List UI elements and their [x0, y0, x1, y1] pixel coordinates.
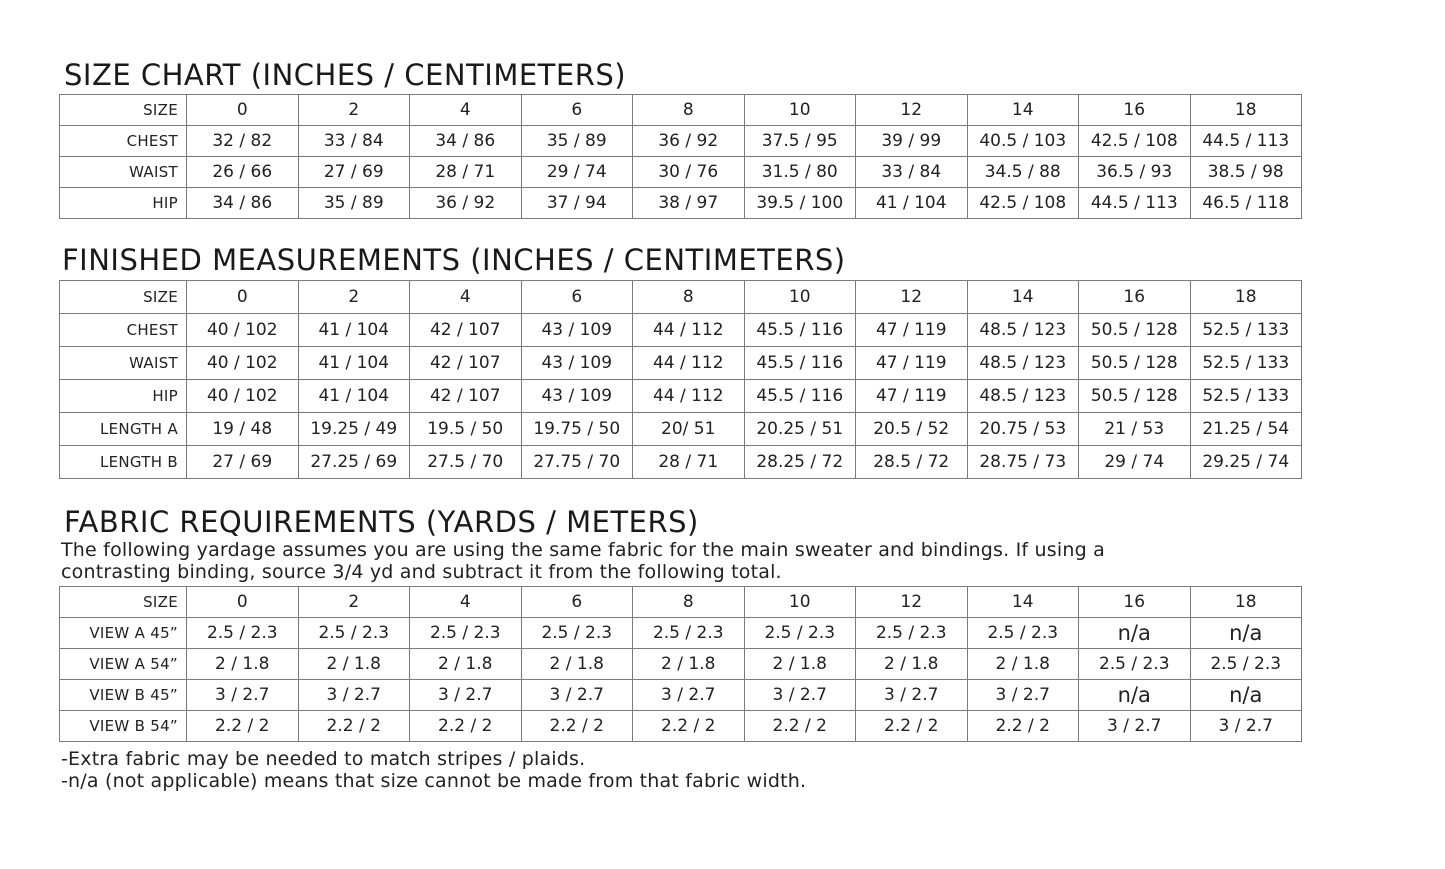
size-header-cell: 12 — [856, 95, 968, 126]
row-label: WAIST — [60, 347, 187, 380]
table-row — [60, 126, 1302, 157]
value-cell: 41 / 104 — [298, 314, 410, 347]
value-cell: 3 / 2.7 — [744, 680, 856, 711]
table-row — [60, 649, 1302, 680]
value-cell: 47 / 119 — [856, 347, 968, 380]
value-cell: 47 / 119 — [856, 380, 968, 413]
fabric-intro-line-1: The following yardage assumes you are using the same fabric for the main sweater and bindings. If using a — [61, 539, 1105, 561]
value-cell: 39.5 / 100 — [744, 188, 856, 219]
table-row — [60, 711, 1302, 742]
value-cell: 2.2 / 2 — [633, 711, 745, 742]
size-header-cell: 14 — [967, 95, 1079, 126]
size-header-row — [60, 281, 1302, 314]
size-header-cell: 4 — [410, 281, 522, 314]
value-cell: 43 / 109 — [521, 314, 633, 347]
value-cell: 2 / 1.8 — [410, 649, 522, 680]
table-row — [60, 618, 1302, 649]
fabric-requirements-title: FABRIC REQUIREMENTS (YARDS / METERS) — [64, 505, 699, 539]
value-cell: 2.5 / 2.3 — [633, 618, 745, 649]
value-cell: 2.5 / 2.3 — [187, 618, 299, 649]
row-label: VIEW B 45” — [60, 680, 187, 711]
value-cell: 40 / 102 — [187, 314, 299, 347]
size-header-cell: 8 — [633, 95, 745, 126]
value-cell: 41 / 104 — [298, 347, 410, 380]
value-cell: 35 / 89 — [298, 188, 410, 219]
value-cell: 28 / 71 — [633, 446, 745, 479]
value-cell: 42.5 / 108 — [967, 188, 1079, 219]
value-cell: 32 / 82 — [187, 126, 299, 157]
value-cell: 3 / 2.7 — [1190, 711, 1302, 742]
value-cell: 33 / 84 — [298, 126, 410, 157]
size-header-cell: 2 — [298, 95, 410, 126]
value-cell: 52.5 / 133 — [1190, 380, 1302, 413]
value-cell: 50.5 / 128 — [1079, 347, 1191, 380]
size-label: SIZE — [60, 281, 187, 314]
value-cell: 2.5 / 2.3 — [856, 618, 968, 649]
value-cell: 42 / 107 — [410, 314, 522, 347]
value-cell: 34.5 / 88 — [967, 157, 1079, 188]
size-header-cell: 0 — [187, 281, 299, 314]
table-row — [60, 157, 1302, 188]
size-header-cell: 14 — [967, 281, 1079, 314]
value-cell: 50.5 / 128 — [1079, 314, 1191, 347]
value-cell: 41 / 104 — [298, 380, 410, 413]
size-label: SIZE — [60, 587, 187, 618]
row-label: HIP — [60, 188, 187, 219]
value-cell: 20.25 / 51 — [744, 413, 856, 446]
value-cell: 2 / 1.8 — [521, 649, 633, 680]
value-cell: 27 / 69 — [298, 157, 410, 188]
value-cell: 27.75 / 70 — [521, 446, 633, 479]
value-cell: 2 / 1.8 — [633, 649, 745, 680]
value-cell: 43 / 109 — [521, 347, 633, 380]
row-label: VIEW A 54” — [60, 649, 187, 680]
value-cell: 2.2 / 2 — [187, 711, 299, 742]
value-cell: 27 / 69 — [187, 446, 299, 479]
size-header-cell: 6 — [521, 95, 633, 126]
value-cell: 34 / 86 — [410, 126, 522, 157]
size-header-cell: 2 — [298, 281, 410, 314]
value-cell: 38 / 97 — [633, 188, 745, 219]
value-cell: 21 / 53 — [1079, 413, 1191, 446]
value-cell: n/a — [1079, 680, 1191, 711]
fabric-requirements-table — [59, 586, 1302, 742]
value-cell: 50.5 / 128 — [1079, 380, 1191, 413]
size-header-cell: 10 — [744, 281, 856, 314]
value-cell: 33 / 84 — [856, 157, 968, 188]
value-cell: 40 / 102 — [187, 347, 299, 380]
value-cell: 2.5 / 2.3 — [744, 618, 856, 649]
size-header-cell: 16 — [1079, 587, 1191, 618]
value-cell: 27.25 / 69 — [298, 446, 410, 479]
value-cell: 3 / 2.7 — [633, 680, 745, 711]
value-cell: 2.2 / 2 — [967, 711, 1079, 742]
value-cell: 2.5 / 2.3 — [1190, 649, 1302, 680]
value-cell: 2.2 / 2 — [298, 711, 410, 742]
size-header-cell: 18 — [1190, 95, 1302, 126]
value-cell: 37.5 / 95 — [744, 126, 856, 157]
value-cell: 42 / 107 — [410, 380, 522, 413]
value-cell: 2 / 1.8 — [744, 649, 856, 680]
size-header-cell: 10 — [744, 95, 856, 126]
size-header-cell: 10 — [744, 587, 856, 618]
table-row — [60, 413, 1302, 446]
value-cell: 44 / 112 — [633, 380, 745, 413]
value-cell: 3 / 2.7 — [298, 680, 410, 711]
value-cell: 2.2 / 2 — [744, 711, 856, 742]
fabric-note-1: -Extra fabric may be needed to match stripes / plaids. — [61, 748, 586, 770]
table-row — [60, 347, 1302, 380]
fabric-note-2: -n/a (not applicable) means that size cannot be made from that fabric width. — [61, 770, 807, 792]
size-header-cell: 14 — [967, 587, 1079, 618]
value-cell: 28 / 71 — [410, 157, 522, 188]
table-row — [60, 188, 1302, 219]
value-cell: 20.5 / 52 — [856, 413, 968, 446]
value-cell: 48.5 / 123 — [967, 347, 1079, 380]
value-cell: 36 / 92 — [410, 188, 522, 219]
value-cell: 2.5 / 2.3 — [521, 618, 633, 649]
row-label: CHEST — [60, 126, 187, 157]
table-row — [60, 314, 1302, 347]
value-cell: 20.75 / 53 — [967, 413, 1079, 446]
table-row — [60, 446, 1302, 479]
size-header-cell: 6 — [521, 281, 633, 314]
size-header-cell: 2 — [298, 587, 410, 618]
value-cell: 36.5 / 93 — [1079, 157, 1191, 188]
size-header-cell: 8 — [633, 587, 745, 618]
value-cell: 45.5 / 116 — [744, 380, 856, 413]
size-header-cell: 0 — [187, 95, 299, 126]
value-cell: 2.5 / 2.3 — [410, 618, 522, 649]
value-cell: 42 / 107 — [410, 347, 522, 380]
value-cell: 38.5 / 98 — [1190, 157, 1302, 188]
value-cell: 43 / 109 — [521, 380, 633, 413]
value-cell: 31.5 / 80 — [744, 157, 856, 188]
size-header-cell: 6 — [521, 587, 633, 618]
value-cell: 48.5 / 123 — [967, 380, 1079, 413]
value-cell: 19.75 / 50 — [521, 413, 633, 446]
value-cell: 19.25 / 49 — [298, 413, 410, 446]
size-header-cell: 0 — [187, 587, 299, 618]
value-cell: 45.5 / 116 — [744, 314, 856, 347]
value-cell: n/a — [1079, 618, 1191, 649]
value-cell: 27.5 / 70 — [410, 446, 522, 479]
value-cell: 19 / 48 — [187, 413, 299, 446]
value-cell: n/a — [1190, 618, 1302, 649]
value-cell: 48.5 / 123 — [967, 314, 1079, 347]
value-cell: 44.5 / 113 — [1190, 126, 1302, 157]
value-cell: 3 / 2.7 — [410, 680, 522, 711]
value-cell: 42.5 / 108 — [1079, 126, 1191, 157]
size-header-cell: 18 — [1190, 281, 1302, 314]
table-row — [60, 380, 1302, 413]
value-cell: 2.2 / 2 — [521, 711, 633, 742]
value-cell: 2 / 1.8 — [187, 649, 299, 680]
row-label: VIEW A 45” — [60, 618, 187, 649]
size-header-cell: 18 — [1190, 587, 1302, 618]
size-header-row — [60, 95, 1302, 126]
size-header-cell: 12 — [856, 587, 968, 618]
value-cell: 52.5 / 133 — [1190, 347, 1302, 380]
value-cell: 34 / 86 — [187, 188, 299, 219]
row-label: LENGTH B — [60, 446, 187, 479]
value-cell: 2 / 1.8 — [298, 649, 410, 680]
value-cell: 26 / 66 — [187, 157, 299, 188]
size-header-cell: 8 — [633, 281, 745, 314]
value-cell: 3 / 2.7 — [856, 680, 968, 711]
row-label: CHEST — [60, 314, 187, 347]
value-cell: 29.25 / 74 — [1190, 446, 1302, 479]
value-cell: 21.25 / 54 — [1190, 413, 1302, 446]
value-cell: 3 / 2.7 — [1079, 711, 1191, 742]
value-cell: 2.2 / 2 — [410, 711, 522, 742]
row-label: VIEW B 54” — [60, 711, 187, 742]
value-cell: 44 / 112 — [633, 314, 745, 347]
value-cell: 3 / 2.7 — [521, 680, 633, 711]
value-cell: 2.2 / 2 — [856, 711, 968, 742]
fabric-intro-line-2: contrasting binding, source 3/4 yd and subtract it from the following total. — [61, 561, 782, 583]
size-header-cell: 12 — [856, 281, 968, 314]
value-cell: 41 / 104 — [856, 188, 968, 219]
value-cell: 47 / 119 — [856, 314, 968, 347]
value-cell: 29 / 74 — [521, 157, 633, 188]
value-cell: 28.5 / 72 — [856, 446, 968, 479]
size-header-cell: 16 — [1079, 95, 1191, 126]
value-cell: 3 / 2.7 — [967, 680, 1079, 711]
value-cell: 30 / 76 — [633, 157, 745, 188]
value-cell: 36 / 92 — [633, 126, 745, 157]
value-cell: 39 / 99 — [856, 126, 968, 157]
finished-measurements-table — [59, 280, 1302, 479]
size-header-cell: 4 — [410, 587, 522, 618]
size-header-cell: 4 — [410, 95, 522, 126]
finished-measurements-title: FINISHED MEASUREMENTS (INCHES / CENTIMETERS) — [62, 243, 846, 277]
value-cell: 19.5 / 50 — [410, 413, 522, 446]
value-cell: 20/ 51 — [633, 413, 745, 446]
size-label: SIZE — [60, 95, 187, 126]
size-chart-table — [59, 94, 1302, 219]
size-chart-title: SIZE CHART (INCHES / CENTIMETERS) — [64, 58, 627, 92]
value-cell: 35 / 89 — [521, 126, 633, 157]
size-header-cell: 16 — [1079, 281, 1191, 314]
value-cell: 3 / 2.7 — [187, 680, 299, 711]
value-cell: 40.5 / 103 — [967, 126, 1079, 157]
value-cell: 52.5 / 133 — [1190, 314, 1302, 347]
value-cell: 40 / 102 — [187, 380, 299, 413]
value-cell: 37 / 94 — [521, 188, 633, 219]
table-row — [60, 680, 1302, 711]
row-label: LENGTH A — [60, 413, 187, 446]
value-cell: 28.75 / 73 — [967, 446, 1079, 479]
value-cell: n/a — [1190, 680, 1302, 711]
value-cell: 45.5 / 116 — [744, 347, 856, 380]
value-cell: 2 / 1.8 — [856, 649, 968, 680]
value-cell: 44.5 / 113 — [1079, 188, 1191, 219]
row-label: WAIST — [60, 157, 187, 188]
value-cell: 44 / 112 — [633, 347, 745, 380]
value-cell: 2 / 1.8 — [967, 649, 1079, 680]
value-cell: 2.5 / 2.3 — [967, 618, 1079, 649]
size-header-row — [60, 587, 1302, 618]
value-cell: 28.25 / 72 — [744, 446, 856, 479]
row-label: HIP — [60, 380, 187, 413]
value-cell: 2.5 / 2.3 — [1079, 649, 1191, 680]
value-cell: 29 / 74 — [1079, 446, 1191, 479]
value-cell: 46.5 / 118 — [1190, 188, 1302, 219]
value-cell: 2.5 / 2.3 — [298, 618, 410, 649]
